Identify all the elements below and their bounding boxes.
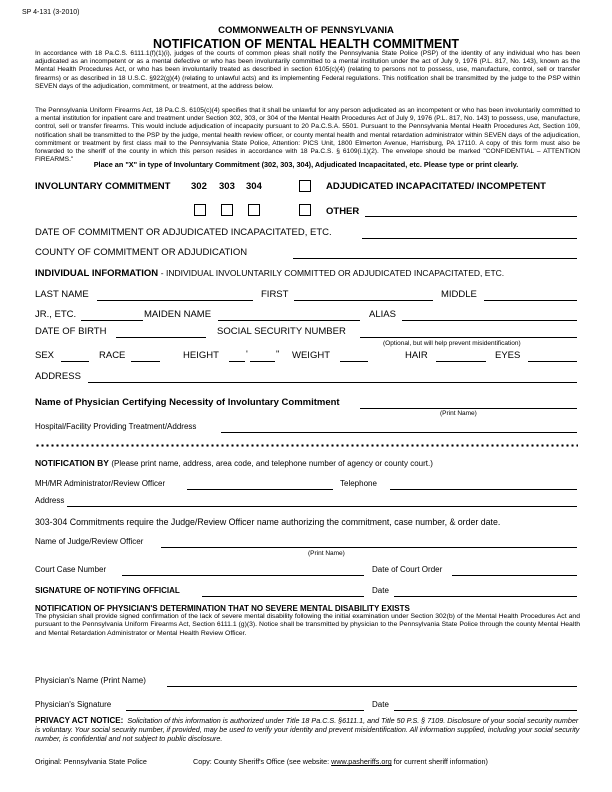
notification-heading xyxy=(35,458,433,468)
case-number-field[interactable] xyxy=(122,575,364,576)
eyes-label: EYES xyxy=(495,350,521,361)
address-field[interactable] xyxy=(88,382,577,383)
individual-info-subtitle: - INDIVIDUAL INVOLUNTARILY COMMITTED OR ADJUDICATED INCAPACITATED, ETC. xyxy=(160,268,505,278)
court-order-date-field[interactable] xyxy=(452,575,577,576)
commitment-303-checkbox[interactable] xyxy=(221,204,233,216)
commitment-date-field[interactable] xyxy=(362,238,577,239)
commitment-304-checkbox[interactable] xyxy=(248,204,260,216)
dob-label: DATE OF BIRTH xyxy=(35,326,107,337)
other-field[interactable] xyxy=(365,216,577,217)
jr-field[interactable] xyxy=(81,320,143,321)
footer-copy-prefix: Copy: County Sheriff's Office (see website: xyxy=(193,757,332,766)
notifier-address-label: Address xyxy=(35,496,65,505)
physician-name-field[interactable] xyxy=(167,686,577,687)
middle-name-label: MIDDLE xyxy=(441,289,477,300)
judge-field[interactable] xyxy=(161,547,577,548)
commitment-302-checkbox[interactable] xyxy=(194,204,206,216)
dob-field[interactable] xyxy=(116,337,206,338)
certifying-physician-field[interactable] xyxy=(360,408,577,409)
agency-heading: COMMONWEALTH OF PENNSYLVANIA xyxy=(218,25,394,36)
court-order-date-label: Date of Court Order xyxy=(372,565,443,574)
certifying-physician-label: Name of Physician Certifying Necessity of Involuntary Commitment xyxy=(35,397,340,408)
privacy-title: PRIVACY ACT NOTICE: xyxy=(35,716,124,725)
admin-label: MH/MR Administrator/Review Officer xyxy=(35,479,166,488)
ssn-note: (Optional, but will help prevent misidentification) xyxy=(383,340,521,347)
race-field[interactable] xyxy=(131,361,160,362)
physician-name-label: Physician's Name (Print Name) xyxy=(35,676,146,685)
first-name-label: FIRST xyxy=(261,289,289,300)
height-label: HEIGHT xyxy=(183,350,219,361)
hospital-label: Hospital/Facility Providing Treatment/Address xyxy=(35,422,197,431)
code-303-label: 303 xyxy=(219,181,235,192)
certifying-print-name-note: (Print Name) xyxy=(440,410,477,417)
telephone-label: Telephone xyxy=(340,479,377,488)
first-name-field[interactable] xyxy=(294,300,433,301)
hair-label: HAIR xyxy=(405,350,428,361)
code-304-label: 304 xyxy=(246,181,262,192)
weight-label: WEIGHT xyxy=(292,350,330,361)
physician-date-label: Date xyxy=(372,700,389,709)
determination-heading: NOTIFICATION OF PHYSICIAN'S DETERMINATION THAT NO SEVERE MENTAL DISABILITY EXISTS xyxy=(35,604,410,613)
official-date-field[interactable] xyxy=(394,596,577,597)
form-title: NOTIFICATION OF MENTAL HEALTH COMMITMENT xyxy=(153,37,459,51)
physician-date-field[interactable] xyxy=(394,710,577,711)
commitments-note: 303-304 Commitments require the Judge/Review Officer name authorizing the commitment, case number, & order date. xyxy=(35,517,501,527)
hair-field[interactable] xyxy=(436,361,486,362)
determination-body: The physician shall provide signed confirmation of the lack of severe mental disability following the initial examination under Section 302(b) of the Mental Health Procedures Act and pursuant to the Pennsylvania Uniform Firearms Act, Section 6111.1 (g)(3). Notice shall be transmitted by physician to the Pennsylvania State Police through the county Mental Health and Mental Retardation Administrator or Mental Health Review Officer. xyxy=(35,613,580,637)
involuntary-commitment-label: INVOLUNTARY COMMITMENT xyxy=(35,181,171,192)
last-name-label: LAST NAME xyxy=(35,289,89,300)
admin-field[interactable] xyxy=(187,489,333,490)
sheriffs-website-link[interactable]: www.pasheriffs.org xyxy=(331,757,392,766)
county-field[interactable] xyxy=(293,258,577,259)
height-feet-field[interactable] xyxy=(229,361,245,362)
maiden-name-label: MAIDEN NAME xyxy=(144,309,212,320)
commitment-date-label: DATE OF COMMITMENT OR ADJUDICATED INCAPACITATED, ETC. xyxy=(35,227,332,238)
form-number: SP 4-131 (3-2010) xyxy=(22,9,80,16)
sex-label: SEX xyxy=(35,350,55,361)
section-divider xyxy=(35,444,578,447)
firearms-act-paragraph: The Pennsylvania Uniform Firearms Act, 18 Pa.C.S. 6105(c)(4) specifies that it shall be unlawful for any person adjudicated as an incompetent or who has been involuntarily committed to a mental institution for inpatient care and treatment under Section 302, 303, or 304 of the Mental Health Procedures Act of July 9, 1976 (P.L. 817, No. 143) to possess, use, manufacture, control, sell or transfer firearms. This would include adjudication of incapacity pursuant to 20 Pa.C.S.A. 5501. Pursuant to the Pennsylvania Mental Health Procedures Act, Section 109, notification shall be transmitted to the PSP by the judge, mental health review officer, or county mental health and mental retardation administrator within SEVEN days of the adjudication, commitment or treatment by first class mail to the Pennsylvania State Police, Attention: PICS Unit, 1800 Elmerton Avenue, Harrisburg, PA 17110. A copy of this form must also be forwarded to the sheriff of the county in which this person resides in accordance with 18 Pa.C.S. § 6109(i.1)(2). The envelope should be marked "CONFIDENTIAL – ATTENTION FIREARMS." xyxy=(35,107,580,164)
individual-info-heading xyxy=(35,268,504,279)
weight-field[interactable] xyxy=(340,361,368,362)
jr-label: JR., ETC. xyxy=(35,309,77,320)
other-label: OTHER xyxy=(326,206,360,217)
maiden-name-field[interactable] xyxy=(218,320,360,321)
adjudicated-label: ADJUDICATED INCAPACITATED/ INCOMPETENT xyxy=(326,181,546,192)
sex-field[interactable] xyxy=(61,361,89,362)
official-signature-field[interactable] xyxy=(202,596,364,597)
privacy-body: Solicitation of this information is authorized under Title 18 Pa.C.S. §6111.1, and Title 50 P.S. § 7109. Disclosure of your social security number is voluntary. Your social security number, if provided, may be used to verify your identity and prevent misidentification. All information supplied, including your social security number, is confidential and not subject to public disclosure. xyxy=(35,716,580,743)
notification-paragraph: In accordance with 18 Pa.C.S. 6111.1(f)(1)(i), judges of the courts of common pleas shall notify the Pennsylvania State Police (PSP) of the identity of any individual who has been adjudicated as an incompetent or as a mental defective or who has been involuntarily committed to a mental institution under the act of July 9, 1976 (P.L. 817, No. 143), known as the Mental Health Procedures Act, or who has been involuntarily treated as described in section 6105(c)(4) (relating to persons not to possess, use, manufacture, control, sell or transfer firearms) or as described in 18 U.S.C. §922(g)(4) (relating to unlawful acts) and its implementing Federal regulations. This notification shall be transmitted by the judge to the PSP within SEVEN days of the adjudication, commitment, or treatment, at the address below. xyxy=(35,50,580,90)
code-302-label: 302 xyxy=(191,181,207,192)
judge-label: Name of Judge/Review Officer xyxy=(35,537,144,546)
last-name-field[interactable] xyxy=(97,300,253,301)
physician-signature-label: Physician's Signature xyxy=(35,700,112,709)
footer-copy xyxy=(193,757,488,766)
instruction-text: Place an "X" in type of Involuntary Commitment (302, 303, 304), Adjudicated Incapacitated, etc. Please type or print clearly. xyxy=(93,160,519,169)
telephone-field[interactable] xyxy=(390,489,577,490)
eyes-field[interactable] xyxy=(528,361,577,362)
county-label: COUNTY OF COMMITMENT OR ADJUDICATION xyxy=(35,247,248,258)
official-date-label: Date xyxy=(372,586,389,595)
alias-field[interactable] xyxy=(402,320,577,321)
footer-copy-suffix: for current sheriff information) xyxy=(391,757,488,766)
notification-subtitle: (Please print name, address, area code, and telephone number of agency or county court.) xyxy=(111,459,433,468)
middle-name-field[interactable] xyxy=(484,300,577,301)
ssn-label: SOCIAL SECURITY NUMBER xyxy=(217,326,346,337)
height-inches-field[interactable] xyxy=(250,361,275,362)
address-label: ADDRESS xyxy=(35,371,81,382)
adjudicated-checkbox[interactable] xyxy=(299,180,311,192)
notification-title: NOTIFICATION BY xyxy=(35,458,109,468)
privacy-notice xyxy=(35,716,580,743)
alias-label: ALIAS xyxy=(369,309,396,320)
other-checkbox[interactable] xyxy=(299,204,311,216)
individual-info-title: INDIVIDUAL INFORMATION xyxy=(35,268,159,279)
race-label: RACE xyxy=(99,350,126,361)
hospital-field[interactable] xyxy=(221,432,577,433)
inch-mark: " xyxy=(276,349,280,360)
physician-signature-field[interactable] xyxy=(126,710,364,711)
notifier-address-field[interactable] xyxy=(67,506,577,507)
feet-mark: ' xyxy=(246,349,248,360)
official-signature-label: SIGNATURE OF NOTIFYING OFFICIAL xyxy=(35,586,180,595)
ssn-field[interactable] xyxy=(360,337,577,338)
case-number-label: Court Case Number xyxy=(35,565,107,574)
footer-original: Original: Pennsylvania State Police xyxy=(35,757,147,766)
judge-print-name-note: (Print Name) xyxy=(308,550,345,557)
